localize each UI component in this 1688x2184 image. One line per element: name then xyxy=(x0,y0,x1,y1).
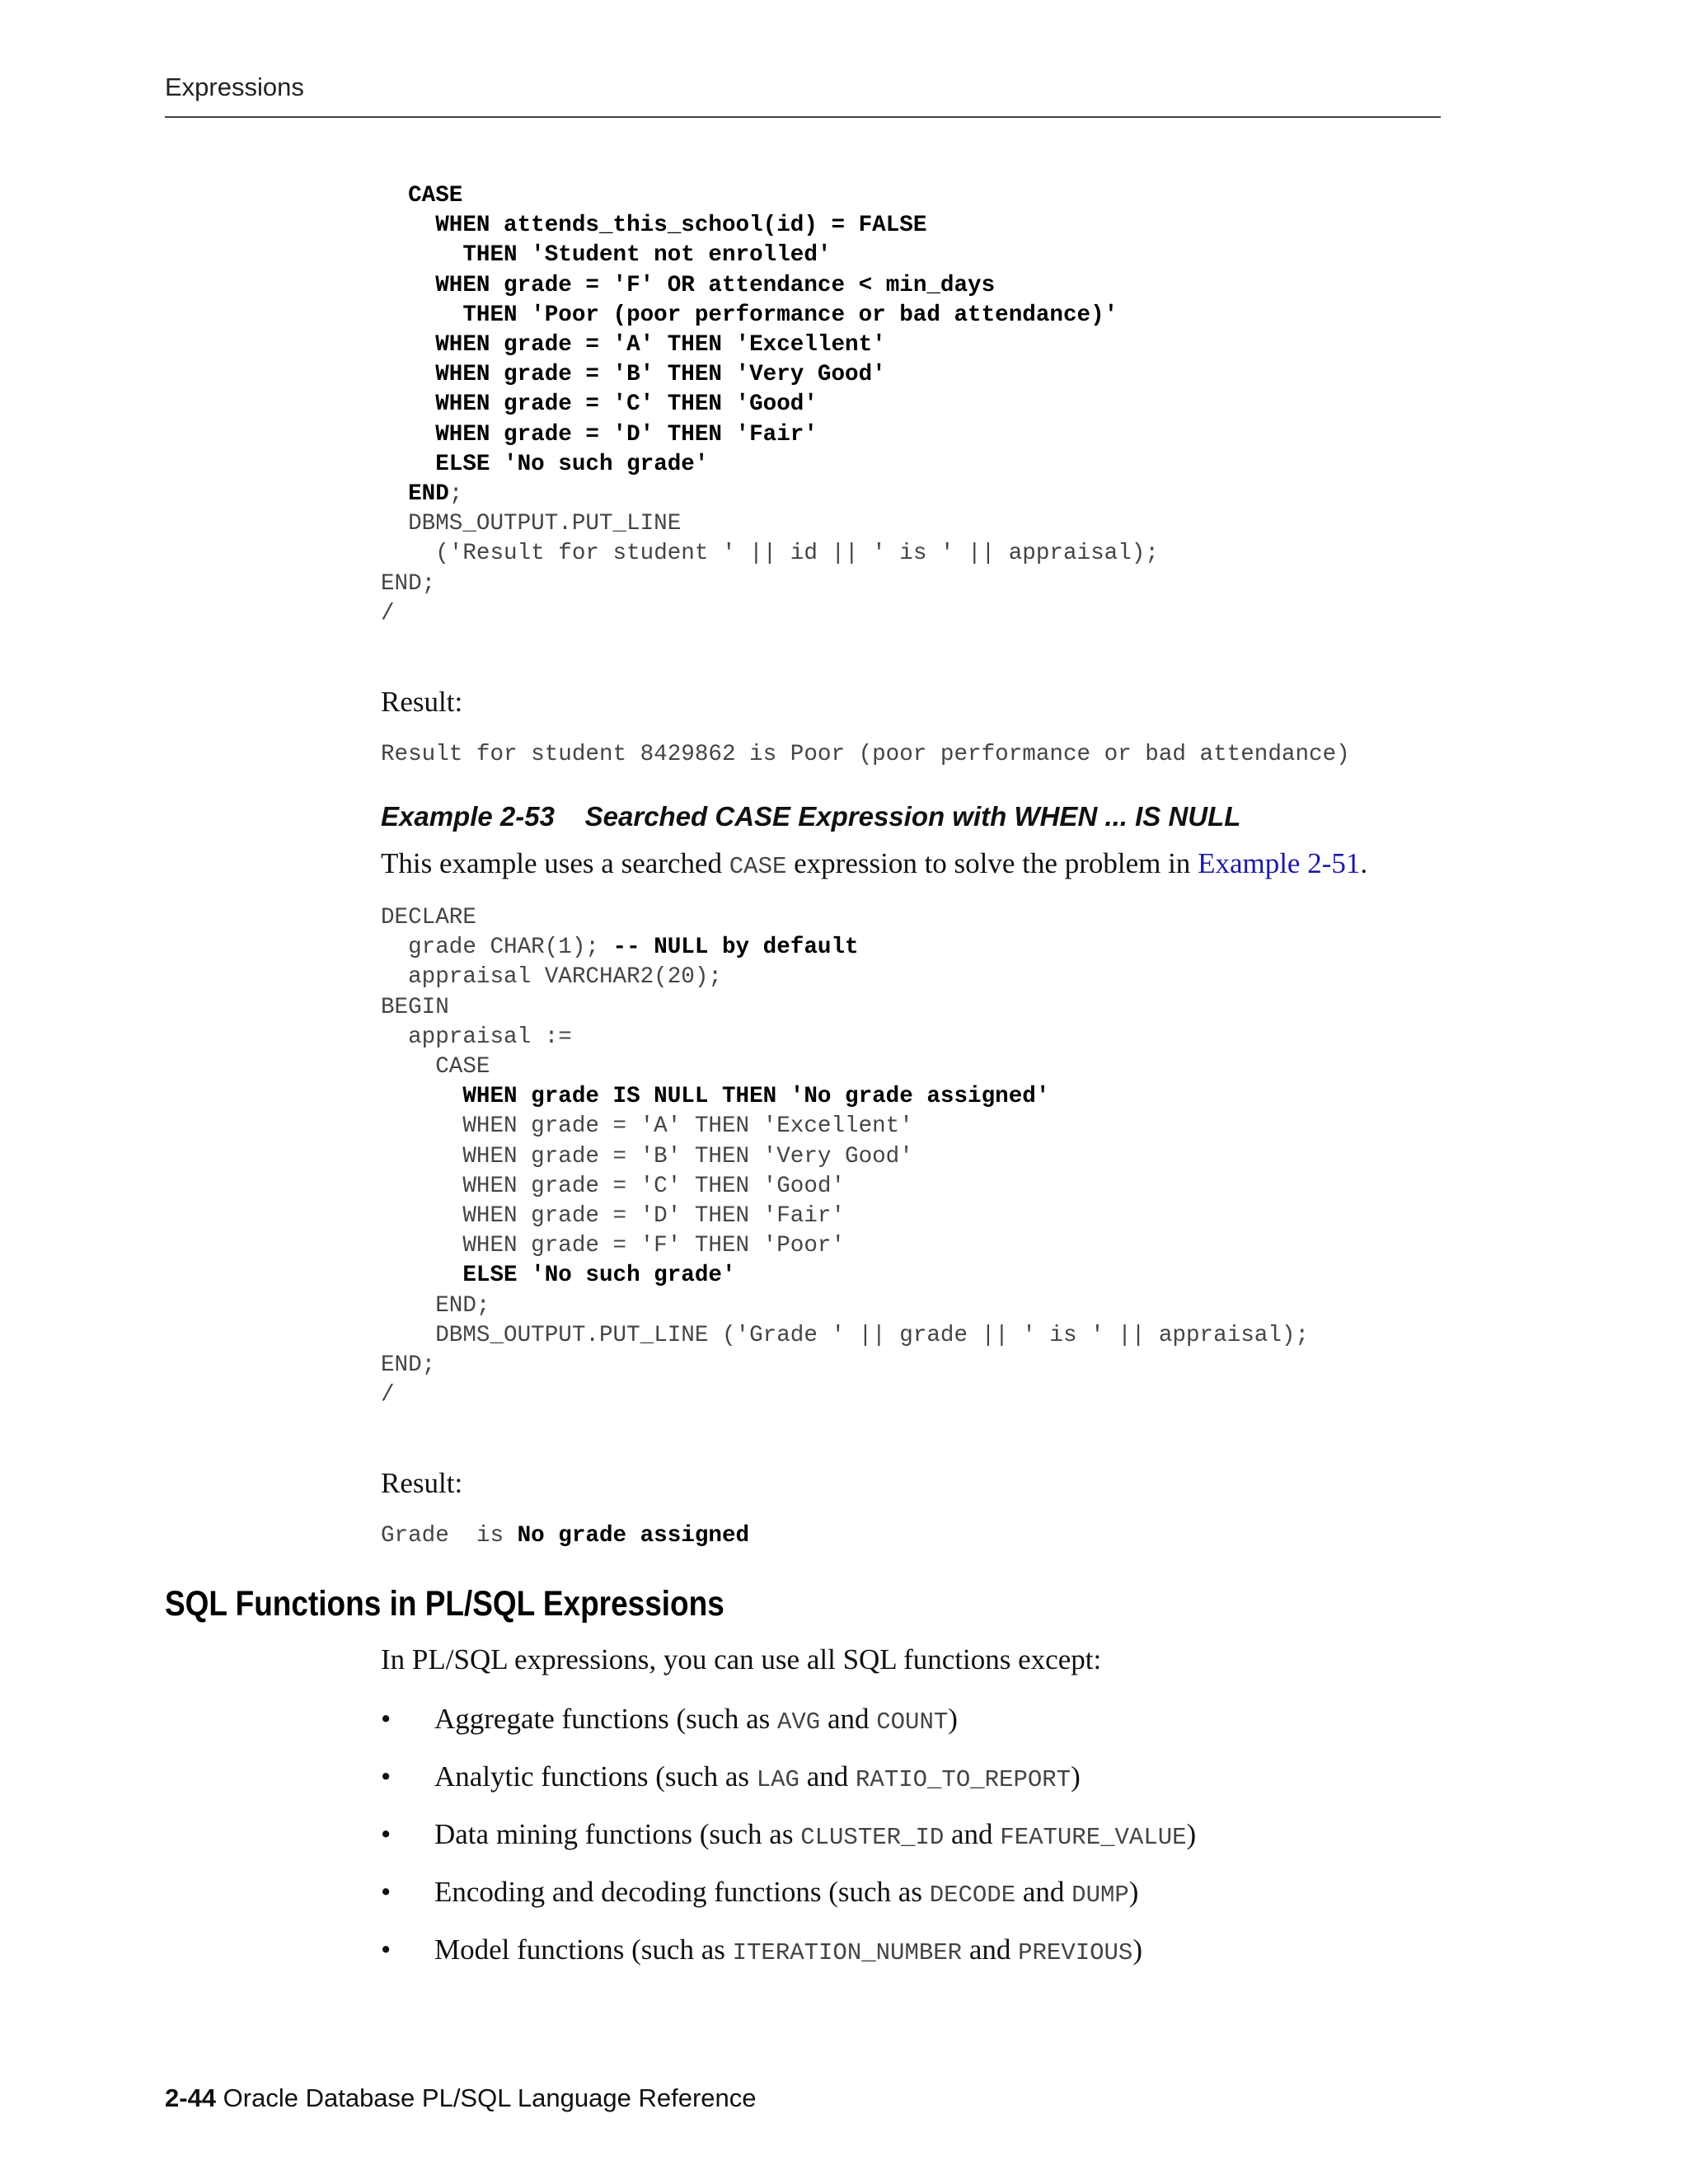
result-output-plain: Grade is xyxy=(381,1523,518,1549)
intro-text: expression to solve the problem in xyxy=(786,847,1198,879)
code-line xyxy=(381,571,435,597)
result-output xyxy=(381,1523,749,1549)
code-line xyxy=(381,332,886,358)
function-name: DUMP xyxy=(1071,1882,1129,1909)
code-line xyxy=(381,1054,490,1080)
code-text: ELSE 'No such grade' xyxy=(462,1263,736,1289)
code-text: WHEN grade = 'A' THEN 'Excellent' xyxy=(435,332,886,359)
code-text: WHEN grade = 'C' THEN 'Good' xyxy=(435,391,818,418)
function-name: LAG xyxy=(756,1766,799,1793)
page-number: 2-44 xyxy=(165,2083,217,2112)
function-name: RATIO_TO_REPORT xyxy=(856,1766,1071,1793)
code-line xyxy=(381,391,818,417)
code-line xyxy=(381,362,886,387)
code-line xyxy=(381,1174,845,1199)
footer-spacer xyxy=(216,2083,223,2112)
item-text: Model functions (such as xyxy=(434,1933,733,1966)
result-output-bold: No grade assigned xyxy=(517,1523,750,1549)
list-item xyxy=(381,1876,1196,1933)
list-item xyxy=(381,1933,1196,1991)
code-text: END; xyxy=(381,1352,436,1379)
code-line xyxy=(381,1024,572,1050)
item-text: Aggregate functions (such as xyxy=(434,1703,777,1735)
item-text: ) xyxy=(1128,1876,1139,1908)
code-line xyxy=(381,1382,395,1408)
bullet-icon: • xyxy=(381,1933,392,1966)
code-block-1 xyxy=(381,181,1159,629)
code-text: DECLARE xyxy=(381,905,476,930)
intro-text: This example uses a searched xyxy=(381,847,729,879)
result-output: Result for student 8429862 is Poor (poor performance or bad attendance) xyxy=(381,742,1350,767)
item-text: and xyxy=(1015,1876,1072,1908)
code-text: / xyxy=(381,600,395,626)
code-line xyxy=(381,1084,1049,1109)
item-text: and xyxy=(820,1703,877,1735)
code-text: WHEN attends_this_school(id) = FALSE xyxy=(435,213,927,239)
book-title: Oracle Database PL/SQL Language Reference xyxy=(223,2083,757,2112)
function-name: FEATURE_VALUE xyxy=(1000,1824,1187,1851)
code-line xyxy=(381,905,476,930)
code-line xyxy=(381,1233,845,1258)
code-text: WHEN grade = 'C' THEN 'Good' xyxy=(462,1173,846,1199)
code-comment: -- NULL by default xyxy=(598,935,859,961)
item-text: ) xyxy=(948,1703,958,1735)
header-rule xyxy=(165,116,1441,118)
list-item xyxy=(381,1760,1196,1818)
item-text: ) xyxy=(1132,1933,1142,1966)
code-line xyxy=(381,1323,1309,1348)
item-text: ) xyxy=(1071,1760,1081,1793)
function-name: DECODE xyxy=(929,1882,1016,1909)
bullet-icon: • xyxy=(381,1703,392,1735)
function-name: CLUSTER_ID xyxy=(800,1824,945,1851)
code-text: END; xyxy=(435,1292,490,1319)
intro-code: CASE xyxy=(729,853,787,880)
code-line xyxy=(381,1113,913,1139)
code-text: CASE xyxy=(408,183,463,209)
code-text: DBMS_OUTPUT.PUT_LINE xyxy=(408,511,682,537)
running-header: Expressions xyxy=(165,73,304,101)
function-name: PREVIOUS xyxy=(1018,1939,1133,1966)
code-line xyxy=(381,1352,435,1378)
code-text: appraisal := xyxy=(408,1024,572,1050)
intro-text: . xyxy=(1360,847,1368,879)
code-text: ELSE 'No such grade' xyxy=(435,451,709,477)
item-text: Encoding and decoding functions (such as xyxy=(434,1876,930,1908)
code-line xyxy=(381,302,1118,328)
item-text: and xyxy=(962,1933,1019,1966)
code-line xyxy=(381,964,722,990)
code-line xyxy=(381,213,926,238)
result-label: Result: xyxy=(381,1467,463,1499)
list-item xyxy=(381,1703,1196,1760)
code-text: WHEN grade = 'F' OR attendance < min_days xyxy=(435,272,996,298)
code-line xyxy=(381,541,1159,566)
code-line xyxy=(381,273,995,298)
code-text: END; xyxy=(381,570,436,597)
code-line xyxy=(381,995,449,1020)
item-text: ) xyxy=(1186,1818,1197,1850)
code-line xyxy=(381,935,859,960)
bullet-icon: • xyxy=(381,1876,392,1908)
code-text: BEGIN xyxy=(381,994,449,1020)
section-heading: SQL Functions in PL/SQL Expressions xyxy=(165,1584,724,1624)
code-text: WHEN grade = 'A' THEN 'Excellent' xyxy=(462,1113,913,1140)
code-block-2 xyxy=(381,903,1309,1410)
code-text: WHEN grade = 'B' THEN 'Very Good' xyxy=(462,1143,913,1169)
code-line xyxy=(381,422,818,448)
code-text: appraisal VARCHAR2(20); xyxy=(408,964,722,991)
code-text: WHEN grade = 'F' THEN 'Poor' xyxy=(462,1233,846,1259)
code-text: ('Result for student ' || id || ' is ' || appraisal); xyxy=(435,541,1159,567)
code-text: WHEN grade IS NULL THEN 'No grade assigned' xyxy=(462,1084,1050,1110)
example-intro xyxy=(381,847,1367,880)
code-text: grade CHAR(1); xyxy=(408,935,599,961)
list-item xyxy=(381,1818,1196,1876)
code-text: WHEN grade = 'B' THEN 'Very Good' xyxy=(435,362,886,388)
example-2-51-link[interactable]: Example 2-51 xyxy=(1198,847,1361,879)
code-line xyxy=(381,1144,913,1169)
bullet-icon: • xyxy=(381,1818,392,1850)
code-text: WHEN grade = 'D' THEN 'Fair' xyxy=(435,421,818,448)
code-text: DBMS_OUTPUT.PUT_LINE ('Grade ' || grade || ' is ' || appraisal); xyxy=(435,1322,1310,1348)
item-text: Data mining functions (such as xyxy=(434,1818,801,1850)
item-text: Analytic functions (such as xyxy=(434,1760,757,1793)
code-line xyxy=(381,511,681,537)
section-intro: In PL/SQL expressions, you can use all SQL functions except: xyxy=(381,1643,1102,1675)
code-text: THEN 'Student not enrolled' xyxy=(462,242,832,269)
function-exception-list xyxy=(381,1703,1196,1991)
code-text: CASE xyxy=(435,1054,490,1080)
function-name: COUNT xyxy=(876,1708,949,1736)
code-text: WHEN grade = 'D' THEN 'Fair' xyxy=(462,1203,846,1230)
item-text: and xyxy=(799,1760,856,1793)
code-text: END xyxy=(408,481,449,508)
code-line xyxy=(381,183,462,209)
code-line: END; xyxy=(408,481,463,508)
bullet-icon: • xyxy=(381,1760,392,1793)
code-line xyxy=(381,452,708,477)
function-name: AVG xyxy=(776,1708,821,1736)
code-line xyxy=(381,601,395,626)
page-footer xyxy=(165,2083,757,2113)
function-name: ITERATION_NUMBER xyxy=(732,1939,963,1966)
code-line xyxy=(381,242,831,268)
code-line xyxy=(381,1203,845,1229)
code-text: / xyxy=(381,1382,395,1408)
example-title: Example 2-53 Searched CASE Expression with WHEN ... IS NULL xyxy=(381,801,1241,832)
item-text: and xyxy=(944,1818,1001,1850)
code-line xyxy=(381,1293,490,1319)
result-label: Result: xyxy=(381,686,463,718)
code-line xyxy=(381,1263,736,1288)
code-text: THEN 'Poor (poor performance or bad attendance)' xyxy=(462,302,1118,328)
